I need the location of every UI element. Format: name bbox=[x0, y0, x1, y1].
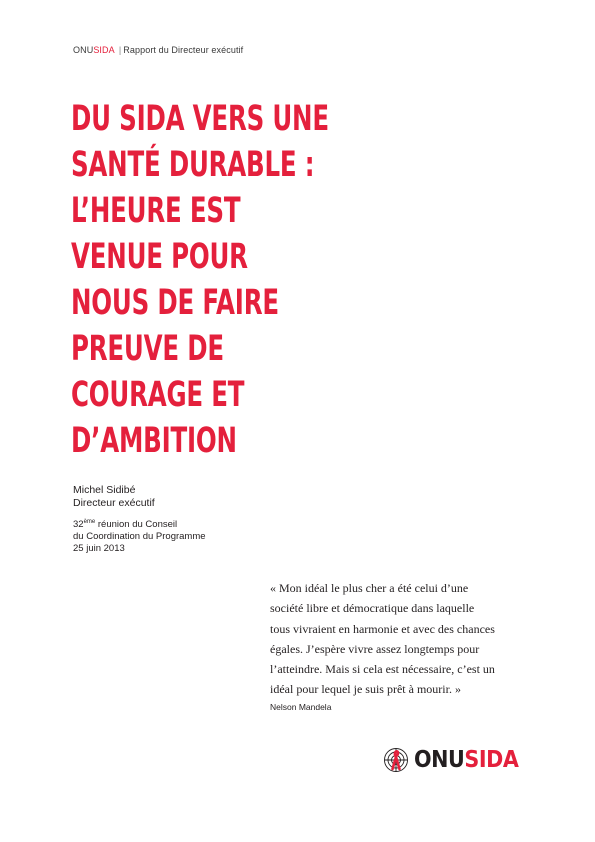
quote-line: l’atteindre. Mais si cela est nécessaire, c’est un bbox=[270, 662, 495, 677]
quote-line: tous vivraient en harmonie et avec des chances bbox=[270, 621, 495, 636]
un-emblem-red-ribbon-icon bbox=[382, 746, 410, 774]
quote-line: société libre et démocratique dans laquelle bbox=[270, 601, 475, 616]
logo-suffix: SIDA bbox=[464, 747, 519, 773]
title-line: D’AMBITION bbox=[71, 421, 237, 461]
title-line: L’HEURE EST bbox=[71, 191, 241, 231]
author-block bbox=[73, 484, 155, 510]
header-separator: | bbox=[118, 45, 122, 55]
report-title bbox=[71, 96, 329, 464]
title-line: DU SIDA VERS UNE bbox=[71, 99, 329, 139]
title-line: NOUS DE FAIRE bbox=[71, 283, 279, 323]
meeting-number: 32 bbox=[73, 519, 84, 530]
meeting-ordinal-suffix: ème bbox=[83, 519, 96, 525]
author-role: Directeur exécutif bbox=[73, 497, 155, 509]
quote-author: Nelson Mandela bbox=[270, 702, 332, 712]
mandela-quote bbox=[270, 578, 570, 700]
quote-line: « Mon idéal le plus cher a été celui d’une bbox=[270, 581, 469, 595]
quote-line: idéal pour lequel je suis prêt à mourir. » bbox=[270, 682, 461, 697]
meeting-line-1-rest: réunion du Conseil bbox=[95, 519, 178, 530]
meeting-line-2: du Coordination du Programme bbox=[73, 531, 206, 542]
running-header bbox=[73, 45, 243, 55]
logo-wordmark bbox=[414, 747, 518, 773]
title-line: PREUVE DE bbox=[71, 329, 224, 369]
title-line: VENUE POUR bbox=[71, 237, 248, 277]
header-subtitle: Rapport du Directeur exécutif bbox=[123, 45, 244, 55]
quote-line: égales. J’espère vivre assez longtemps pour bbox=[270, 641, 480, 656]
header-brand-suffix: SIDA bbox=[93, 45, 115, 55]
header-brand-prefix: ONU bbox=[73, 45, 94, 55]
meeting-date: 25 juin 2013 bbox=[73, 543, 125, 554]
title-line: SANTÉ DURABLE : bbox=[71, 145, 315, 185]
onusida-logo bbox=[382, 745, 530, 775]
logo-prefix: ONU bbox=[414, 747, 465, 773]
title-line: COURAGE ET bbox=[71, 375, 245, 415]
author-name: Michel Sidibé bbox=[73, 484, 136, 496]
meeting-info bbox=[73, 519, 206, 555]
meeting-line-1 bbox=[73, 519, 206, 531]
